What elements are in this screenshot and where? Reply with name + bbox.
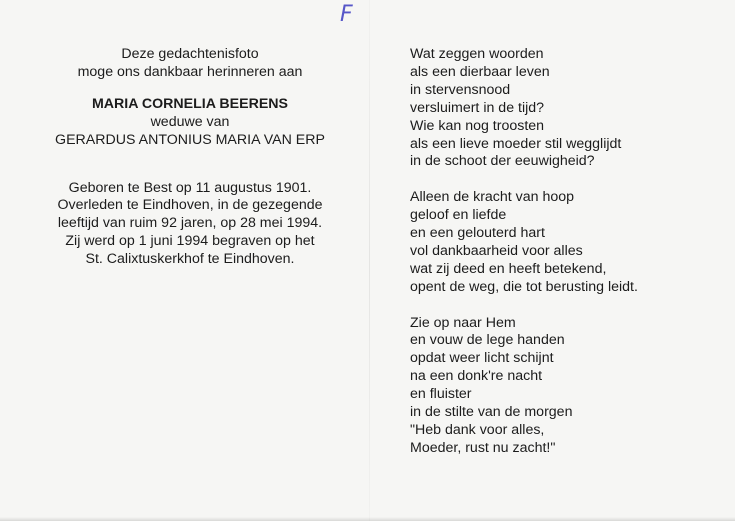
- poem-line: in stervensnood: [410, 81, 511, 98]
- handwritten-mark: F: [340, 2, 353, 27]
- left-panel: [20, 46, 360, 269]
- poem-line: "Heb dank voor alles,: [410, 422, 545, 438]
- poem-line: in de stilte van de morgen: [410, 404, 573, 421]
- poem-line: versluimert in de tijd?: [410, 99, 545, 116]
- poem-line: opdat weer licht schijnt: [410, 350, 554, 367]
- center-fold: [369, 0, 370, 521]
- poem-line: wat zij deed en heeft betekend,: [410, 260, 607, 277]
- poem-stanza: [410, 46, 730, 171]
- detail-line: Overleden te Eindhoven, in de gezegende: [57, 197, 323, 214]
- poem-stanza: [410, 189, 730, 296]
- poem-line: Moeder, rust nu zacht!": [410, 439, 556, 456]
- poem-line: Zie op naar Hem: [410, 314, 516, 331]
- poem-line: en een gelouterd hart: [410, 225, 545, 242]
- intro-line: Deze gedachtenisfoto: [121, 46, 259, 62]
- poem-line: als een dierbaar leven: [410, 63, 550, 80]
- poem-line: opent de weg, die tot berusting leidt.: [410, 278, 638, 295]
- card-bottom-edge: [0, 517, 735, 521]
- poem-line: en vouw de lege handen: [410, 332, 565, 349]
- poem-line: Alleen de kracht van hoop: [410, 189, 575, 206]
- poem-line: geloof en liefde: [410, 207, 507, 224]
- poem-line: in de schoot der eeuwigheid?: [410, 153, 595, 170]
- poem-line: Wat zeggen woorden: [410, 46, 544, 62]
- poem-line: vol dankbaarheid voor alles: [410, 242, 583, 259]
- poem-line: en fluister: [410, 386, 472, 403]
- poem-line: Wie kan nog troosten: [410, 117, 545, 134]
- poem-line: na een donk're nacht: [410, 368, 543, 385]
- intro-line: moge ons dankbaar herinneren aan: [77, 63, 303, 80]
- spouse-name: GERARDUS ANTONIUS MARIA VAN ERP: [55, 131, 325, 148]
- detail-line: Geboren te Best op 11 augustus 1901.: [68, 179, 312, 196]
- deceased-name: MARIA CORNELIA BEERENS: [91, 95, 288, 112]
- relation-text: weduwe van: [150, 113, 230, 130]
- poem-panel: [410, 46, 730, 476]
- detail-line: St. Calixtuskerkhof te Eindhoven.: [85, 251, 295, 268]
- detail-line: leeftijd van ruim 92 jaren, op 28 mei 1994.: [57, 215, 323, 232]
- poem-stanza: [410, 315, 730, 458]
- poem-line: als een lieve moeder stil wegglijdt: [410, 135, 622, 152]
- detail-line: Zij werd op 1 juni 1994 begraven op het: [65, 233, 315, 250]
